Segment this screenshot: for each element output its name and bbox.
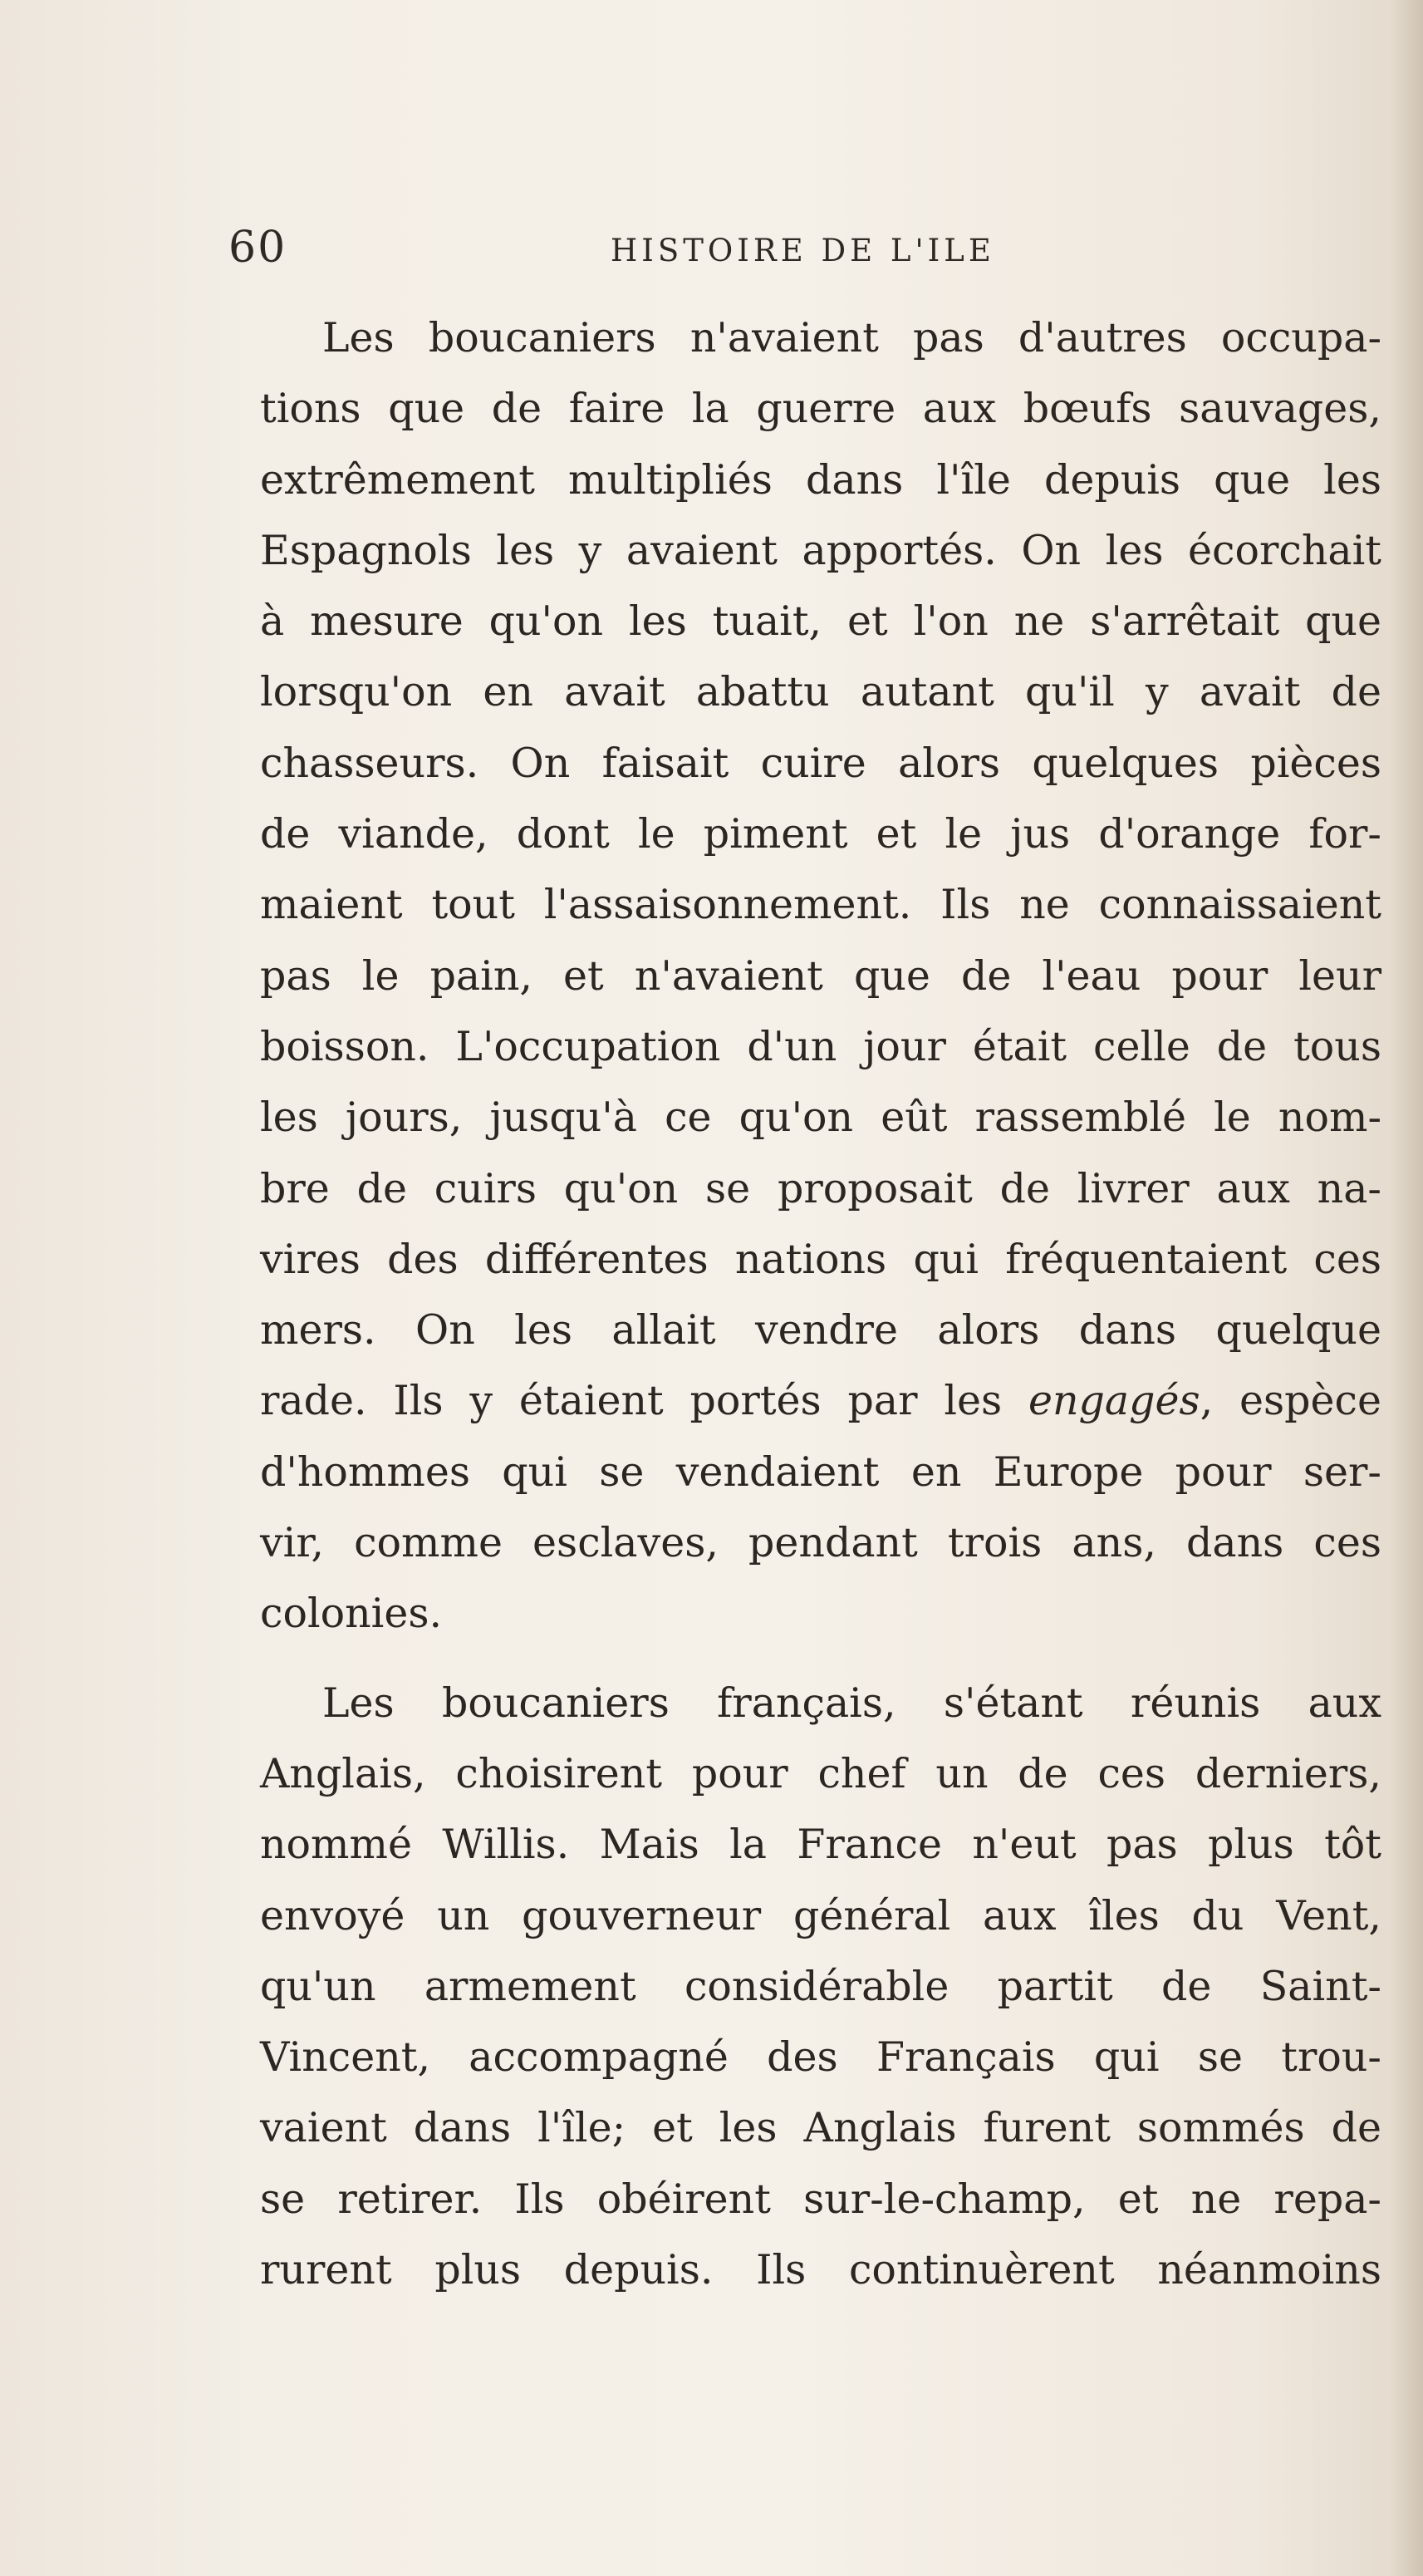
text-line: rurent plus depuis. Ils continuèrent néanmoins [260,2246,1381,2294]
text-line: Vincent, accompagné des Français qui se trou- [260,2033,1381,2082]
text-line: de viande, dont le piment et le jus d'orange for- [260,810,1381,858]
paragraph-gap [260,1649,1381,1668]
text-line: envoyé un gouverneur général aux îles du Vent, [260,1891,1381,1939]
page-header [228,223,1059,297]
text-line: vires des différentes nations qui fréquentaient ces [260,1235,1381,1283]
text-line: Les boucaniers français, s'étant réunis aux [322,1679,1381,1727]
paragraph-2 [260,1668,1381,2306]
text-line: tions que de faire la guerre aux bœufs sauvages, [260,385,1381,433]
text-line: extrêmement multipliés dans l'île depuis que les [260,455,1381,504]
page-edge-shadow [1390,0,1423,2576]
text-segment: rade. Ils y étaient portés par les [260,1377,1028,1425]
text-line: à mesure qu'on les tuait, et l'on ne s'arrêtait que [260,597,1381,646]
text-line: bre de cuirs qu'on se proposait de livrer aux na- [260,1164,1381,1212]
page-number: 60 [228,223,287,273]
text-line: Les boucaniers n'avaient pas d'autres occupa- [322,314,1381,361]
text-line: boisson. L'occupation d'un jour était celle de tous [260,1022,1381,1070]
text-line: colonies. [260,1590,443,1638]
italic-word: engagés [1028,1377,1200,1425]
text-line: lorsqu'on en avait abattu autant qu'il y avait de [260,668,1381,716]
text-line: se retirer. Ils obéirent sur-le-champ, et ne repa- [260,2175,1381,2223]
text-line: pas le pain, et n'avaient que de l'eau pour leur [260,951,1381,1000]
text-line: Anglais, choisirent pour chef un de ces derniers, [260,1749,1381,1797]
text-line: qu'un armement considérable partit de Saint- [260,1962,1381,2010]
text-line: nommé Willis. Mais la France n'eut pas plus tôt [260,1821,1381,1869]
text-line: chasseurs. On faisait cuire alors quelques pièces [260,739,1381,787]
text-line: d'hommes qui se vendaient en Europe pour ser- [260,1448,1381,1496]
text-line: mers. On les allait vendre alors dans quelque [260,1306,1381,1354]
text-line: vir, comme esclaves, pendant trois ans, dans ces [260,1519,1381,1567]
text-line: maient tout l'assaisonnement. Ils ne connaissaient [260,881,1381,929]
text-line: vaient dans l'île; et les Anglais furent sommés de [260,2104,1381,2152]
text-line: les jours, jusqu'à ce qu'on eût rassemblé le nom- [260,1094,1381,1142]
paragraph-1 [260,302,1381,1649]
running-head: HISTOIRE DE L'ILE [611,233,995,268]
text-line-with-italic [260,1365,1381,1436]
text-segment: , espèce [1200,1377,1381,1425]
text-line: Espagnols les y avaient apportés. On les écorchait [260,526,1381,574]
body-text [260,302,1381,2305]
